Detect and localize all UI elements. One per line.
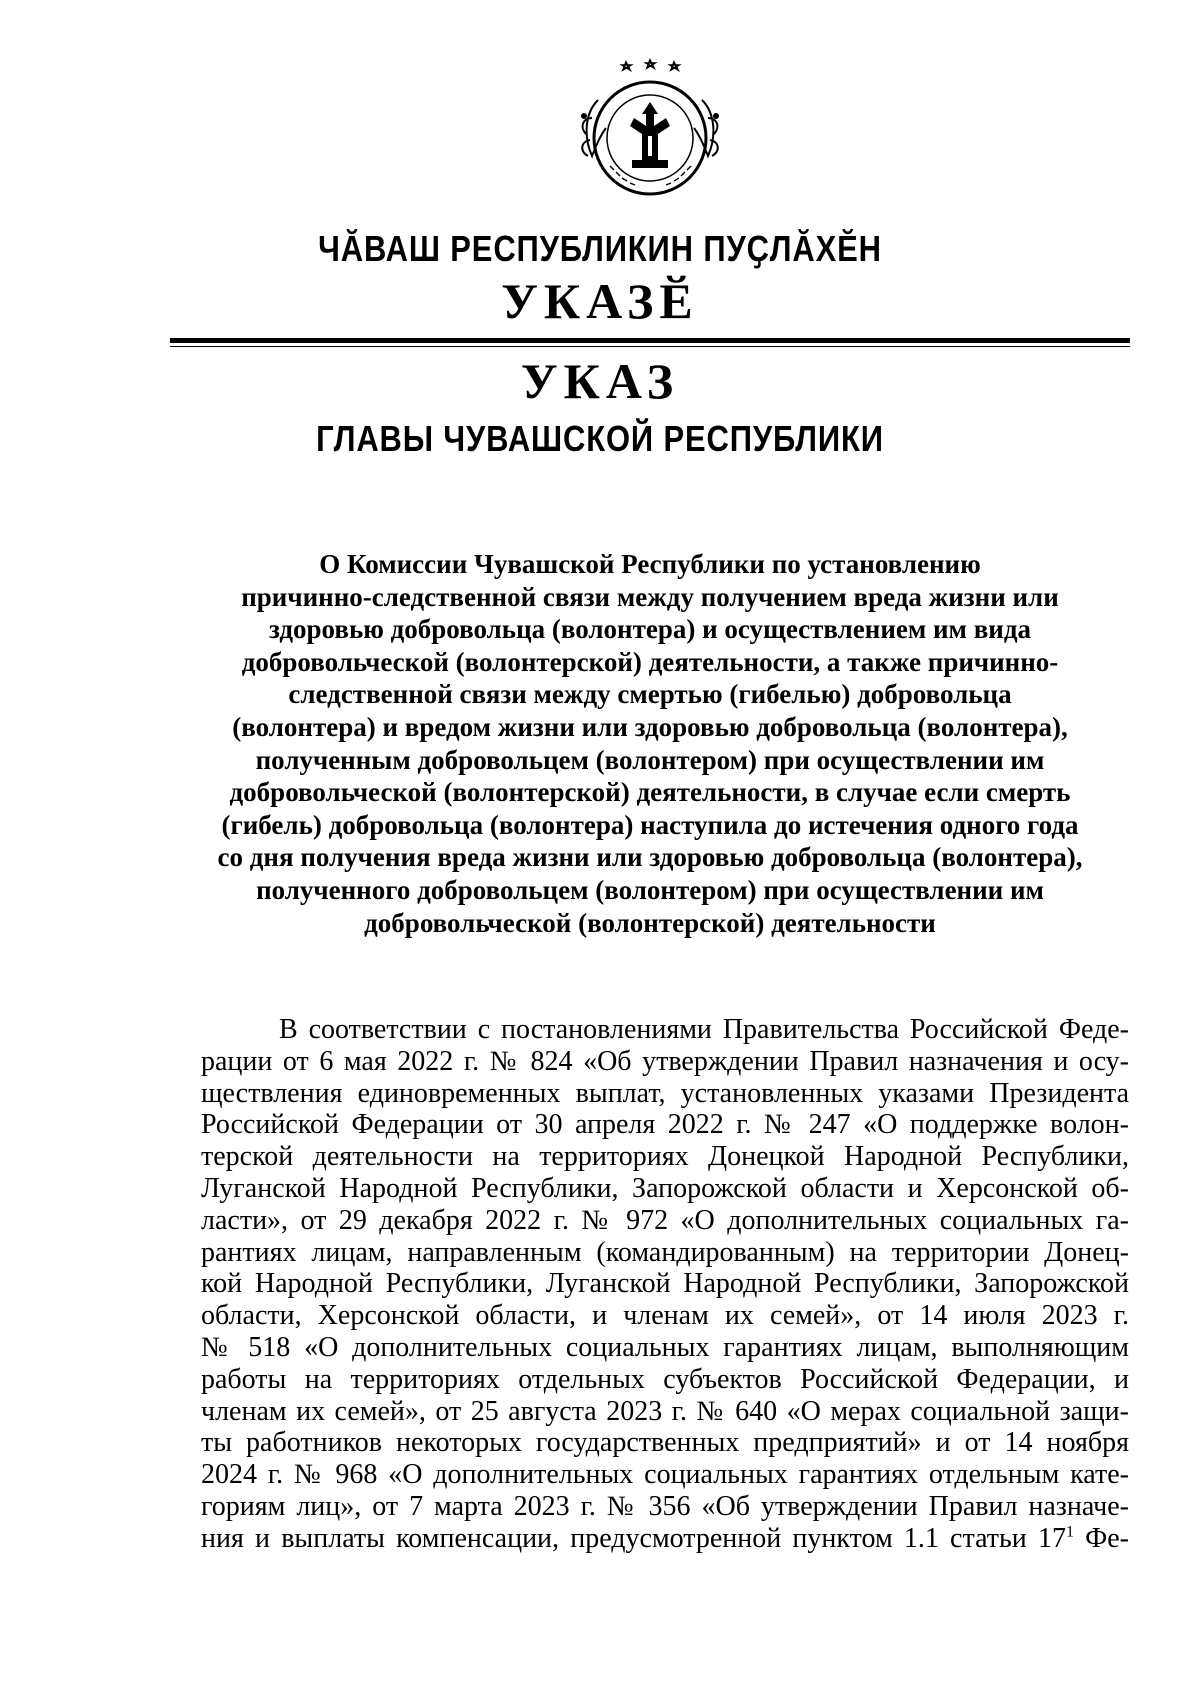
body-line: В соответствии с постановлениями Правительства Российской Феде- (279, 1014, 1129, 1045)
body-line: Луганской Народной Республики, Запорожской области и Херсонской об- (201, 1172, 1129, 1204)
body-line: работы на территориях отдельных субъектов Российской Федерации, и (201, 1363, 1129, 1395)
chuvash-header-line-1: ЧӐВАШ РЕСПУБЛИКИН ПУҪЛӐХӖН (318, 228, 882, 269)
chuvash-header-line-2: УКАЗӖ (501, 273, 699, 329)
body-line: членам их семей», от 25 августа 2023 г. № 640 «О мерах социальной защи- (201, 1395, 1129, 1427)
title-line: полученного добровольцем (волонтером) при осуществлении им (256, 874, 1044, 905)
document-title (200, 548, 1100, 939)
title-line: добровольческой (волонтерской) деятельности (364, 907, 936, 938)
title-line: (гибель) добровольца (волонтера) наступила до истечения одного года (221, 809, 1079, 840)
coat-of-arms-emblem (570, 56, 730, 206)
body-line: рантиях лицам, направленным (командированным) на территории Донец- (201, 1236, 1129, 1268)
body-paragraph (201, 1014, 1129, 1555)
body-line: терской деятельности на территориях Донецкой Народной Республики, (201, 1141, 1129, 1173)
body-line: ществления единовременных выплат, установленных указами Президента (201, 1077, 1129, 1109)
russian-header-line-2: ГЛАВЫ ЧУВАШСКОЙ РЕСПУБЛИКИ (316, 418, 884, 459)
body-line: области, Херсонской области, и членам их семей», от 14 июля 2023 г. (201, 1300, 1129, 1332)
header-divider-thick (170, 338, 1130, 343)
title-line: добровольческой (волонтерской) деятельности, в случае если смерть (229, 777, 1071, 808)
title-line: здоровью добровольца (волонтера) и осуществлением им вида (269, 614, 1031, 645)
body-line-last (201, 1523, 1129, 1555)
body-line: 2024 г. № 968 «О дополнительных социальных гарантиях отдельным кате- (201, 1459, 1129, 1491)
title-line: (волонтера) и вредом жизни или здоровью добровольца (волонтера), (232, 711, 1068, 742)
body-line: рации от 6 мая 2022 г. № 824 «Об утверждении Правил назначения и осу- (201, 1045, 1129, 1077)
body-last-tail: Фе- (1073, 1522, 1130, 1554)
title-line: добровольческой (волонтерской) деятельности, а также причинно- (241, 646, 1059, 677)
title-line: причинно-следственной связи между получением вреда жизни или (241, 581, 1059, 612)
body-last-text: ния и выплаты компенсации, предусмотренной пунктом 1.1 статьи 17 (201, 1522, 1066, 1554)
body-line: ты работников некоторых государственных предприятий» и от 14 ноября (201, 1427, 1129, 1459)
body-line: ласти», от 29 декабря 2022 г. № 972 «О дополнительных социальных га- (201, 1204, 1129, 1236)
body-line: гориям лиц», от 7 марта 2023 г. № 356 «Об утверждении Правил назначе- (201, 1490, 1129, 1522)
title-line: со дня получения вреда жизни или здоровью добровольца (волонтера), (217, 842, 1083, 873)
body-line: № 518 «О дополнительных социальных гарантиях лицам, выполняющим (201, 1331, 1129, 1363)
article-superscript: 1 (1065, 1523, 1074, 1541)
body-line: кой Народной Республики, Луганской Народной Республики, Запорожской (201, 1268, 1129, 1300)
russian-header-line-1: УКАЗ (520, 353, 680, 409)
title-line: следственной связи между смертью (гибелью) добровольца (288, 679, 1012, 710)
body-line: Российской Федерации от 30 апреля 2022 г. № 247 «О поддержке волон- (201, 1109, 1129, 1141)
title-line: О Комиссии Чувашской Республики по установлению (319, 549, 981, 579)
header-divider-thin (170, 346, 1130, 347)
title-line: полученным добровольцем (волонтером) при осуществлении им (255, 744, 1045, 775)
